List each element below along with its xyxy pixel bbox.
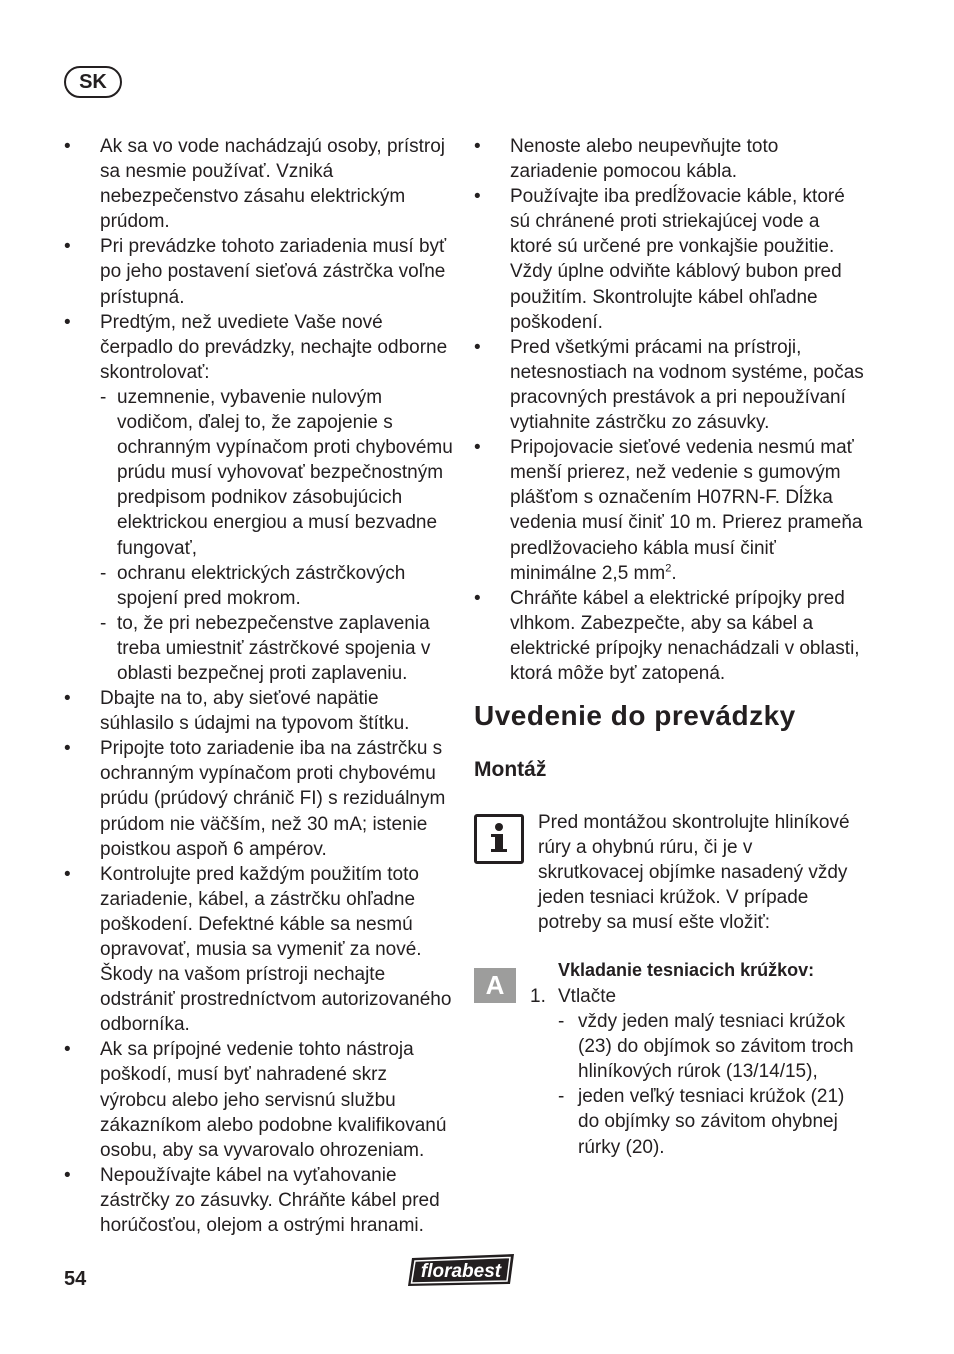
- step-number: 1.: [530, 986, 546, 1007]
- step-heading: Vkladanie tesniacich krúžkov:: [558, 960, 815, 980]
- florabest-logo: [406, 1250, 518, 1288]
- list-item: • Pripojte toto zariadenie iba na zástrčku s ochranným vypínačom proti chybovému prúdu (prúdový chránič FI) s reziduálnym prúdom nie väčším, než 30 mA; istenie poistkou aspoň 6 ampérov.: [64, 736, 454, 861]
- language-badge: [64, 66, 122, 98]
- list-item: • Pred všetkými prácami na prístroji, netesnostiach na vodnom systéme, počas pracovných prestávok a pri nepoužívaní vytiahnite zástrčku zo zásuvky.: [474, 335, 864, 435]
- step-sub-item: - jeden veľký tesniaci krúžok (21) do objímky so závitom ohybnej rúrky (20).: [558, 1084, 860, 1159]
- step-list: [530, 984, 860, 1160]
- superscript: 2: [665, 562, 672, 575]
- list-item: • Ak sa prípojné vedenie tohto nástroja poškodí, musí byť nahradené skrz výrobcu alebo jeho servisnú službu zákazníkom alebo podobne kvalifikovanú osobu, aby sa vyvarovalo ohrozeniam.: [64, 1037, 454, 1162]
- list-item: • Dbajte na to, aby sieťové napätie súhlasilo s údajmi na typovom štítku.: [64, 686, 454, 736]
- step-item: [530, 984, 860, 1009]
- section-subtitle: Montáž: [474, 758, 547, 781]
- right-column: [474, 134, 864, 686]
- language-code: SK: [79, 70, 107, 93]
- list-item: • Nenoste alebo neupevňujte toto zariadenie pomocou kábla.: [474, 134, 864, 184]
- list-item: • Chráňte kábel a elektrické prípojky pred vlhkom. Zabezpečte, aby sa kábel a elektrické prípojky nenachádzali v oblasti, ktorá môže byť zatopená.: [474, 586, 864, 686]
- sub-list-item: - uzemnenie, vybavenie nulovým vodičom, ďalej to, že zapojenie s ochranným vypínačom proti chybovému prúdu musí vyhovovať bezpečnostným predpisom podnikov zásobujúcich elektrickou energiou a musí bezvadne fungovať,: [100, 385, 454, 561]
- list-item: • Kontrolujte pred každým použitím toto zariadenie, kábel, a zástrčku ohľadne poškodení. Defektné káble sa nesmú opravovať, musia sa vymeniť za nové. Škody na vašom prístroji nechajte odstrániť prostredníctvom autorizovaného odborníka.: [64, 862, 454, 1038]
- step-sub-item: - vždy jeden malý tesniaci krúžok (23) do objímok so závitom troch hliníkových rúrok (13/14/15),: [558, 1009, 860, 1084]
- cable-spec-end: .: [671, 562, 677, 584]
- sub-list-item: - to, že pri nebezpečenstve zaplavenia treba umiestniť zástrčkové spojenia v oblasti bezpečnej proti zaplaveniu.: [100, 611, 454, 686]
- list-item: [474, 435, 864, 586]
- list-item: • Predtým, než uvediete Vaše nové čerpadlo do prevádzky, nechajte odborne skontrolovať:: [64, 310, 454, 385]
- info-note: Pred montážou skontrolujte hliníkové rúry a ohybnú rúru, či je v skrutkovacej objímke nasadený vždy jeden tesniaci krúžok. V prípade potreby sa musí ešte vložiť:: [538, 812, 850, 934]
- page-number: 54: [64, 1268, 87, 1290]
- figure-reference-badge: [474, 968, 516, 1003]
- section-title: Uvedenie do prevádzky: [474, 700, 796, 731]
- cable-spec-text: Pripojovacie sieťové vedenia nesmú mať menší prierez, než vedenie s gumovým plášťom s označením H07RN-F. Dĺžka vedenia musí činiť 10 m. Prierez prameňa predlžovacieho kábla musí činiť minimálne 2,5 mm: [510, 437, 863, 584]
- list-item: • Nepoužívajte kábel na vyťahovanie zástrčky zo zásuvky. Chráňte kábel pred horúčosťou, olejom a ostrými hranami.: [64, 1163, 454, 1238]
- list-item: • Ak sa vo vode nachádzajú osoby, prístroj sa nesmie používať. Vzniká nebezpečenstvo zásahu elektrickým prúdom.: [64, 134, 454, 234]
- logo-text: florabest: [420, 1261, 502, 1282]
- sub-list-item: - ochranu elektrických zástrčkových spojení pred mokrom.: [100, 561, 454, 611]
- list-item: • Pri prevádzke tohoto zariadenia musí byť po jeho postavení sieťová zástrčka voľne prístupná.: [64, 234, 454, 309]
- step-text: Vtlačte: [558, 986, 617, 1007]
- figure-letter: A: [485, 970, 505, 1000]
- left-column: [64, 134, 454, 1238]
- info-i-icon: [474, 814, 524, 864]
- list-item: • Používajte iba predĺžovacie káble, ktoré sú chránené proti striekajúcej vode a ktoré sú určené pre vonkajšie použitie. Vždy úplne odviňte káblový bubon pred použitím. Skontrolujte kábel ohľadne poškodení.: [474, 184, 864, 335]
